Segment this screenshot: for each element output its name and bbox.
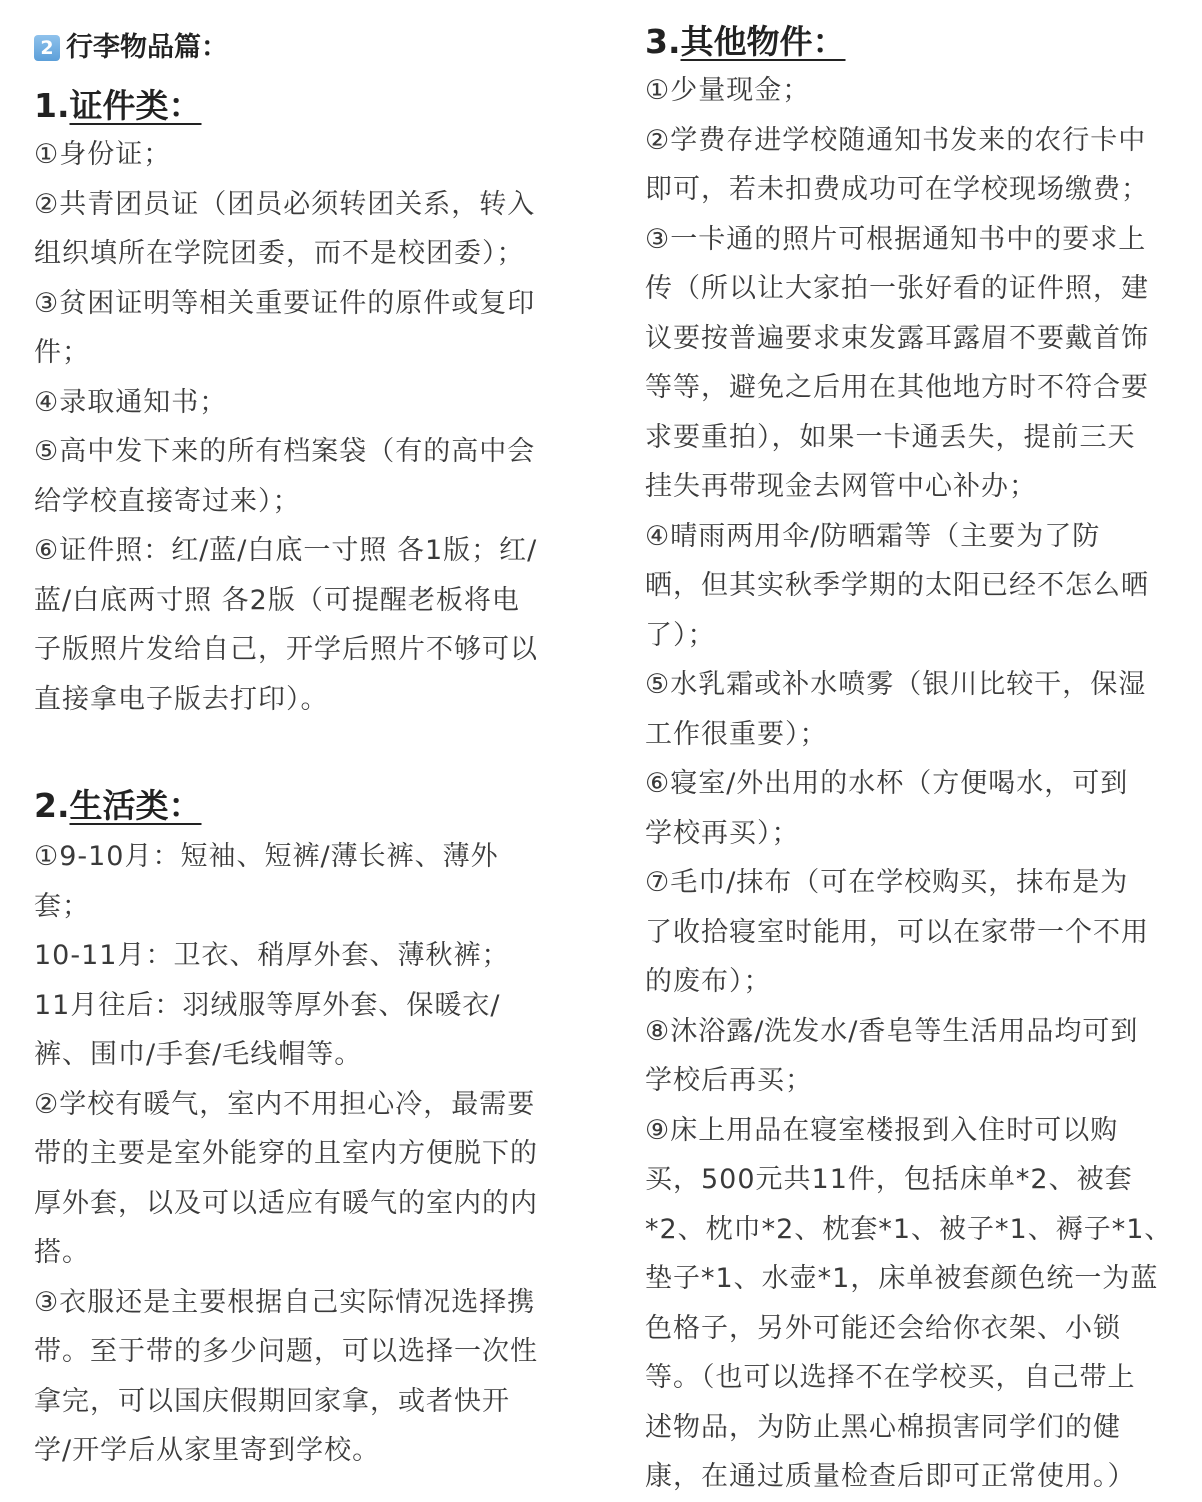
list-item: ⑧沐浴露/洗发水/香皂等生活用品均可到 学校后再买； [645, 1015, 1139, 1096]
list-item: ⑨床上用品在寝室楼报到入住时可以购 买，500元共11件，包括床单*2、被套 *2、枕巾*2、枕套*1、被子*1、褥子*1、 垫子*1、水壶*1，床单被套颜色统一为蓝 色格子，另外可能还会给你衣架、小锁 等。（也可以选择不在学校买，自己带上 述物品，为防止黑心棉损害同学们的健 康，在通过质量检查后即可正常使用。） [645, 1114, 1173, 1492]
list-item: ③一卡通的照片可根据通知书中的要求上 传（所以让大家拍一张好看的证件照，建 议要按普遍要求束发露耳露眉不要戴首饰 等等，避免之后用在其他地方时不符合要 求要重拍），如果一卡通丢失，提前三天 挂失再带现金去网管中心补办； [645, 223, 1149, 502]
list-item: ⑦毛巾/抹布（可在学校购买，抹布是为 了收拾寝室时能用，可以在家带一个不用 的废布）； [645, 867, 1149, 997]
section-documents-items [34, 130, 594, 724]
section-other-items [645, 66, 1180, 1502]
list-item: ③贫困证明等相关重要证件的原件或复印 件； [34, 287, 536, 368]
list-item: ②共青团员证（团员必须转团关系，转入 组织填所在学院团委，而不是校团委）； [34, 188, 536, 269]
list-item: ①身份证； [34, 139, 172, 170]
list-item: ②学校有暖气，室内不用担心冷，最需要 带的主要是室外能穿的且室内方便脱下的 厚外套，以及可以适应有暖气的室内的内 搭。 [34, 1088, 538, 1268]
page-heading [34, 28, 228, 68]
list-item: ①9-10月：短袖、短裤/薄长裤、薄外 套； [34, 841, 499, 922]
section-title: 3.其他物件： [645, 22, 846, 61]
section-title: 2.生活类： [34, 786, 202, 825]
list-item: 11月往后：羽绒服等厚外套、保暖衣/ 裤、围巾/手套/毛线帽等。 [34, 989, 501, 1070]
section-documents [34, 82, 202, 130]
list-item: ④晴雨两用伞/防晒霜等（主要为了防 晒，但其实秋季学期的太阳已经不怎么晒 了）； [645, 520, 1149, 651]
section-living [34, 782, 202, 830]
list-item: 10-11月：卫衣、稍厚外套、薄秋裤； [34, 940, 510, 971]
keycap-number-icon: 2 [34, 35, 60, 61]
list-item: ①少量现金； [645, 75, 811, 106]
page-heading-text: 行李物品篇： [66, 32, 228, 63]
list-item: ⑥证件照：红/蓝/白底一寸照 各1版；红/ 蓝/白底两寸照 各2版（可提醒老板将电 子版照片发给自己，开学后照片不够可以 直接拿电子版去打印）。 [34, 535, 538, 715]
section-other [645, 18, 846, 66]
list-item: ⑤水乳霜或补水喷雾（银川比较干，保湿 工作很重要）； [645, 669, 1147, 750]
section-living-items [34, 832, 594, 1476]
list-item: ④录取通知书； [34, 386, 228, 418]
list-item: ③衣服还是主要根据自己实际情况选择携 带。至于带的多少问题，可以选择一次性 拿完，可以国庆假期回家拿，或者快开 学/开学后从家里寄到学校。 [34, 1286, 538, 1466]
section-title: 1.证件类： [34, 86, 202, 125]
list-item: ②学费存进学校随通知书发来的农行卡中 即可，若未扣费成功可在学校现场缴费； [645, 124, 1149, 205]
list-item: ⑥寝室/外出用的水杯（方便喝水，可到 学校再买）； [645, 768, 1129, 849]
list-item: ⑤高中发下来的所有档案袋（有的高中会 给学校直接寄过来）； [34, 436, 536, 517]
